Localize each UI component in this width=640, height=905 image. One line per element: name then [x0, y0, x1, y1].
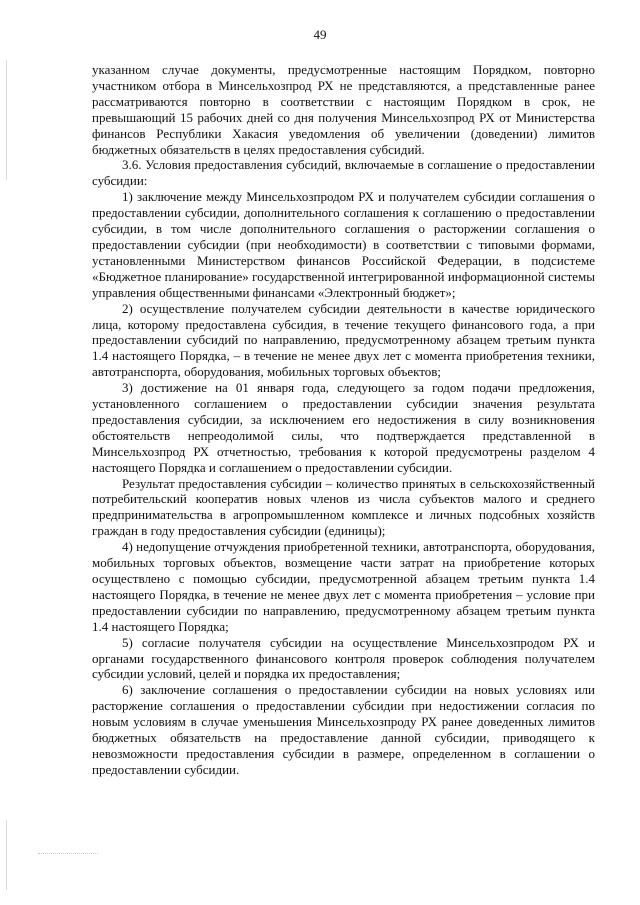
paragraph: 5) согласие получателя субсидии на осуществление Минсельхозпродом РХ и органами государственного финансового контроля проверок соблюдения получателем субсидии условий, целей и порядка их предоставления; — [92, 634, 595, 682]
paragraph: 3.6. Условия предоставления субсидий, включаемые в соглашение о предоставлении субсидии: — [92, 157, 595, 189]
paragraph: 4) недопущение отчуждения приобретенной техники, автотранспорта, оборудования, мобильных торговых объектов, возмещение части затрат на приобретение которых осуществлено с помощью субсидии, предусмотренной абзацем третьим пункта 1.4 настоящего Порядка, в течение не менее двух лет с момента приобретения – условие при предоставлении субсидии по направлению, предусмотренному абзацем третьим пункта 1.4 настоящего Порядка; — [92, 539, 595, 634]
scan-margin-line — [6, 60, 7, 180]
document-body — [92, 62, 595, 778]
paragraph: Результат предоставления субсидии – количество принятых в сельскохозяйственный потребительский кооператив новых членов из числа субъектов малого и среднего предпринимательства в агропромышленном комплексе и личных подсобных хозяйств граждан в году предоставления субсидии (единицы); — [92, 475, 595, 539]
page-number: 49 — [313, 27, 327, 42]
scan-artifact — [38, 853, 98, 858]
scan-margin-line — [6, 820, 7, 890]
paragraph: 6) заключение соглашения о предоставлении субсидии на новых условиях или расторжение соглашения о предоставлении субсидии при недостижении согласия по новым условиям в случае уменьшения Минсельхозпроду РХ ранее доведенных лимитов бюджетных обязательств на предоставление данной субсидии, приводящего к невозможности предоставления субсидии в размере, определенном в соглашении о предоставлении субсидии. — [92, 682, 595, 777]
paragraph: указанном случае документы, предусмотренные настоящим Порядком, повторно участником отбора в Минсельхозпрод РХ не представляются, а представленные ранее рассматриваются повторно в соответствии с настоящим Порядком в срок, не превышающий 15 рабочих дней со дня получения Минсельхозпрод РХ от Министерства финансов Республики Хакасия уведомления об увеличении (доведении) лимитов бюджетных обязательств в целях предоставления субсидий. — [92, 62, 595, 157]
paragraph: 1) заключение между Минсельхозпродом РХ и получателем субсидии соглашения о предоставлении субсидии, дополнительного соглашения к соглашению о предоставлении субсидии, в том числе дополнительного соглашения о расторжении соглашения о предоставлении субсидии (при необходимости) в соответствии с типовыми формами, установленными Министерством финансов Российской Федерации, в подсистеме «Бюджетное планирование» государственной интегрированной информационной системы управления общественными финансами «Электронный бюджет»; — [92, 189, 595, 300]
paragraph: 2) осуществление получателем субсидии деятельности в качестве юридического лица, которому предоставлена субсидия, в течение текущего финансового года, а при предоставлении субсидий по направлению, предусмотренному абзацем третьим пункта 1.4 настоящего Порядка, – в течение не менее двух лет с момента приобретения техники, автотранспорта, оборудования, мобильных торговых объектов; — [92, 300, 595, 380]
paragraph: 3) достижение на 01 января года, следующего за годом подачи предложения, установленного соглашением о предоставлении субсидии значения результата предоставления субсидии, за исключением его недостижения в силу возникновения обстоятельств непреодолимой силы, что подтверждается представленной в Минсельхозпрод РХ отчетностью, требования к которой предусмотрены разделом 4 настоящего Порядка и соглашением о предоставлении субсидии. — [92, 380, 595, 475]
